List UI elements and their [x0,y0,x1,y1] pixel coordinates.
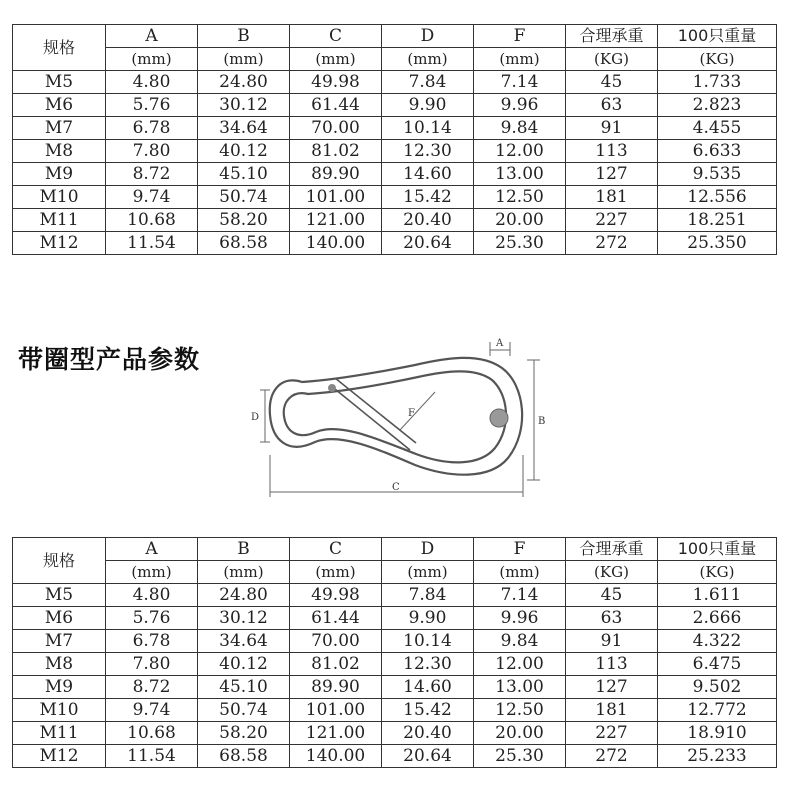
table-cell: 7.14 [474,584,566,607]
table-cell: 9.74 [106,186,198,209]
unit-c: (mm) [290,48,382,71]
table-row [13,676,777,699]
table-row [13,699,777,722]
table-cell: 34.64 [198,117,290,140]
table-cell: 101.00 [290,699,382,722]
table-cell: 91 [566,117,658,140]
table-cell: 49.98 [290,71,382,94]
row-spec-cell: M12 [13,745,106,768]
table-header-row [13,538,777,561]
table-cell: 11.54 [106,745,198,768]
table-cell: 61.44 [290,94,382,117]
table-cell: 9.84 [474,117,566,140]
row-spec-cell: M7 [13,630,106,653]
row-spec-cell: M6 [13,607,106,630]
unit-weight: (KG) [658,561,777,584]
col-header-f: F [474,538,566,561]
table-cell: 9.84 [474,630,566,653]
gate-rivet [328,384,336,392]
table-cell: 89.90 [290,676,382,699]
table-cell: 45.10 [198,676,290,699]
table-cell: 13.00 [474,163,566,186]
table-row [13,117,777,140]
table-cell: 4.80 [106,71,198,94]
wire-section-circle [490,409,508,427]
row-spec-cell: M5 [13,71,106,94]
unit-d: (mm) [382,561,474,584]
table-cell: 34.64 [198,630,290,653]
table-cell: 127 [566,676,658,699]
table-cell: 25.30 [474,745,566,768]
table-cell: 140.00 [290,745,382,768]
col-header-d: D [382,25,474,48]
table-cell: 9.74 [106,699,198,722]
table-cell: 89.90 [290,163,382,186]
table-cell: 227 [566,209,658,232]
table-cell: 121.00 [290,722,382,745]
col-header-b: B [198,25,290,48]
table-cell: 2.823 [658,94,777,117]
table-unit-row [13,561,777,584]
table-cell: 5.76 [106,94,198,117]
spec-table-1 [12,24,777,255]
table-cell: 5.76 [106,607,198,630]
col-header-weight: 100只重量 [658,25,777,48]
table-cell: 12.50 [474,699,566,722]
table-row [13,584,777,607]
row-spec-cell: M8 [13,140,106,163]
table-cell: 70.00 [290,117,382,140]
table-cell: 58.20 [198,722,290,745]
table-cell: 24.80 [198,71,290,94]
table-cell: 12.30 [382,140,474,163]
table-cell: 14.60 [382,163,474,186]
table-cell: 6.78 [106,117,198,140]
table-cell: 12.00 [474,653,566,676]
table-cell: 25.350 [658,232,777,255]
table-cell: 58.20 [198,209,290,232]
spec-header: 规格 [13,25,106,71]
table-cell: 70.00 [290,630,382,653]
table-cell: 50.74 [198,186,290,209]
table-cell: 68.58 [198,232,290,255]
table-row [13,722,777,745]
table-cell: 12.30 [382,653,474,676]
table-row [13,94,777,117]
spec-header: 规格 [13,538,106,584]
carabiner-outline [270,358,522,475]
carabiner-diagram [240,330,550,510]
table-cell: 20.00 [474,722,566,745]
table-cell: 81.02 [290,140,382,163]
dim-label-d: D [251,412,260,423]
row-spec-cell: M5 [13,584,106,607]
table-cell: 6.633 [658,140,777,163]
dim-label-b: B [538,416,546,427]
table-cell: 15.42 [382,186,474,209]
table-cell: 7.80 [106,140,198,163]
table-cell: 12.50 [474,186,566,209]
table-cell: 20.40 [382,209,474,232]
unit-b: (mm) [198,561,290,584]
table-cell: 12.00 [474,140,566,163]
table-cell: 9.535 [658,163,777,186]
table-cell: 8.72 [106,163,198,186]
unit-c: (mm) [290,561,382,584]
table-cell: 24.80 [198,584,290,607]
table-cell: 18.910 [658,722,777,745]
col-header-f: F [474,25,566,48]
unit-load: (KG) [566,561,658,584]
table-cell: 1.611 [658,584,777,607]
table-cell: 18.251 [658,209,777,232]
table-cell: 1.733 [658,71,777,94]
unit-load: (KG) [566,48,658,71]
table-cell: 25.30 [474,232,566,255]
section-title: 带圈型产品参数 [18,345,201,374]
table-cell: 113 [566,653,658,676]
table-cell: 12.556 [658,186,777,209]
table-cell: 9.96 [474,607,566,630]
row-spec-cell: M6 [13,94,106,117]
table-cell: 121.00 [290,209,382,232]
row-spec-cell: M10 [13,186,106,209]
table-cell: 63 [566,94,658,117]
col-header-c: C [290,25,382,48]
table-cell: 81.02 [290,653,382,676]
table-cell: 12.772 [658,699,777,722]
row-spec-cell: M12 [13,232,106,255]
table-row [13,653,777,676]
table-cell: 20.40 [382,722,474,745]
table-cell: 20.64 [382,745,474,768]
table-cell: 6.78 [106,630,198,653]
unit-f: (mm) [474,561,566,584]
table-cell: 181 [566,186,658,209]
table-cell: 10.68 [106,209,198,232]
table-row [13,607,777,630]
table-row [13,163,777,186]
table-unit-row [13,48,777,71]
col-header-load: 合理承重 [566,538,658,561]
table-cell: 4.322 [658,630,777,653]
unit-a: (mm) [106,48,198,71]
table-header-row [13,25,777,48]
col-header-weight: 100只重量 [658,538,777,561]
table-cell: 30.12 [198,607,290,630]
row-spec-cell: M9 [13,676,106,699]
table-cell: 7.84 [382,584,474,607]
unit-f: (mm) [474,48,566,71]
table-cell: 30.12 [198,94,290,117]
table-cell: 6.475 [658,653,777,676]
row-spec-cell: M8 [13,653,106,676]
table-cell: 45 [566,71,658,94]
table-cell: 9.96 [474,94,566,117]
table-cell: 227 [566,722,658,745]
table-row [13,186,777,209]
table-cell: 10.68 [106,722,198,745]
table-cell: 4.455 [658,117,777,140]
table-cell: 13.00 [474,676,566,699]
table-row [13,140,777,163]
col-header-c: C [290,538,382,561]
row-spec-cell: M11 [13,209,106,232]
table-cell: 15.42 [382,699,474,722]
table-cell: 4.80 [106,584,198,607]
table-row [13,232,777,255]
table-cell: 45.10 [198,163,290,186]
col-header-d: D [382,538,474,561]
table-cell: 45 [566,584,658,607]
unit-d: (mm) [382,48,474,71]
row-spec-cell: M9 [13,163,106,186]
table-cell: 8.72 [106,676,198,699]
row-spec-cell: M11 [13,722,106,745]
table-cell: 40.12 [198,140,290,163]
table-cell: 20.00 [474,209,566,232]
table-cell: 2.666 [658,607,777,630]
table-cell: 20.64 [382,232,474,255]
col-header-a: A [106,25,198,48]
table-row [13,745,777,768]
table-cell: 68.58 [198,745,290,768]
row-spec-cell: M7 [13,117,106,140]
spec-table-2 [12,537,777,768]
table-cell: 10.14 [382,117,474,140]
col-header-load: 合理承重 [566,25,658,48]
table-cell: 14.60 [382,676,474,699]
table-cell: 91 [566,630,658,653]
table-cell: 101.00 [290,186,382,209]
table-cell: 11.54 [106,232,198,255]
table-cell: 113 [566,140,658,163]
table-cell: 7.14 [474,71,566,94]
unit-b: (mm) [198,48,290,71]
table-body [13,584,777,768]
table-cell: 10.14 [382,630,474,653]
table-cell: 7.84 [382,71,474,94]
table-cell: 272 [566,232,658,255]
dim-label-a: A [496,338,504,349]
table-cell: 49.98 [290,584,382,607]
table-cell: 61.44 [290,607,382,630]
table-cell: 63 [566,607,658,630]
unit-a: (mm) [106,561,198,584]
col-header-a: A [106,538,198,561]
table-cell: 9.90 [382,94,474,117]
dim-label-c: C [392,482,400,493]
table-row [13,209,777,232]
dim-label-f: F [408,408,415,419]
table-row [13,630,777,653]
table-cell: 40.12 [198,653,290,676]
table-body [13,71,777,255]
table-cell: 7.80 [106,653,198,676]
table-cell: 140.00 [290,232,382,255]
table-cell: 25.233 [658,745,777,768]
table-cell: 272 [566,745,658,768]
row-spec-cell: M10 [13,699,106,722]
unit-weight: (KG) [658,48,777,71]
table-cell: 9.502 [658,676,777,699]
table-cell: 9.90 [382,607,474,630]
table-row [13,71,777,94]
table-cell: 181 [566,699,658,722]
col-header-b: B [198,538,290,561]
table-cell: 50.74 [198,699,290,722]
table-cell: 127 [566,163,658,186]
